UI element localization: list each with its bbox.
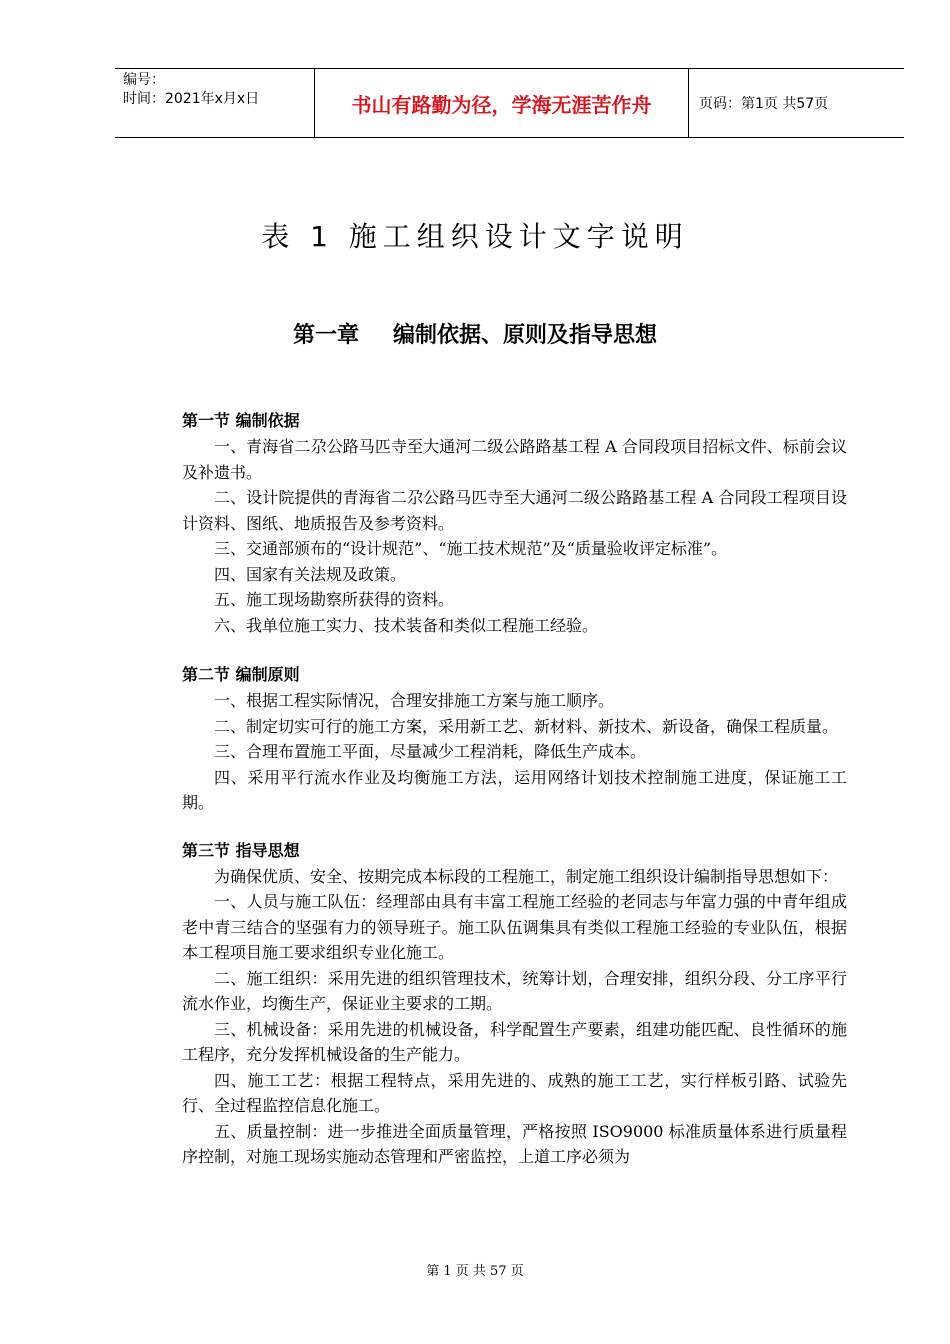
paragraph: 三、合理布置施工平面，尽量减少工程消耗，降低生产成本。 bbox=[214, 742, 647, 761]
chapter-title bbox=[0, 318, 950, 349]
header-motto: 书山有路勤为径，学海无涯苦作舟 bbox=[351, 92, 652, 117]
section-title: 第二节 编制原则 bbox=[182, 665, 300, 684]
header-motto-cell bbox=[315, 69, 689, 137]
document-body bbox=[182, 408, 847, 1170]
paragraph: 五、施工现场勘察所获得的资料。 bbox=[214, 590, 455, 609]
document-time-label: 时间：2021年x月x日 bbox=[123, 91, 260, 107]
header-meta-cell bbox=[115, 69, 315, 137]
header-table bbox=[115, 68, 904, 138]
section-title: 第一节 编制依据 bbox=[182, 411, 300, 430]
paragraph: 四、采用平行流水作业及均衡施工方法，运用网络计划技术控制施工进度，保证施工工期。 bbox=[182, 767, 847, 812]
paragraph: 四、施工工艺：根据工程特点，采用先进的、成熟的施工工艺，实行样板引路、试验先行、全过程监控信息化施工。 bbox=[182, 1070, 847, 1115]
paragraph: 一、青海省二尕公路马匹寺至大通河二级公路路基工程 A 合同段项目招标文件、标前会议及补遗书。 bbox=[182, 437, 847, 482]
paragraph: 二、制定切实可行的施工方案，采用新工艺、新材料、新技术、新设备，确保工程质量。 bbox=[214, 716, 839, 736]
document-number-label: 编号： bbox=[123, 72, 165, 88]
paragraph: 四、国家有关法规及政策。 bbox=[214, 564, 407, 584]
paragraph: 一、根据工程实际情况，合理安排施工方案与施工顺序。 bbox=[214, 691, 615, 710]
page-footer: 第 1 页 共 57 页 bbox=[426, 1264, 524, 1279]
paragraph: 六、我单位施工实力、技术装备和类似工程施工经验。 bbox=[214, 615, 599, 635]
paragraph: 三、机械设备：采用先进的机械设备，科学配置生产要素，组建功能匹配、良性循环的施工程序，充分发挥机械设备的生产能力。 bbox=[182, 1019, 847, 1064]
document-title: 表 1 施工组织设计文字说明 bbox=[261, 220, 689, 253]
chapter-name: 编制依据、原则及指导思想 bbox=[393, 323, 658, 348]
section-title: 第三节 指导思想 bbox=[182, 840, 300, 860]
header-page-cell bbox=[689, 69, 904, 137]
paragraph: 一、人员与施工队伍：经理部由具有丰富工程施工经验的老同志与年富力强的中青年组成老中青三结合的坚强有力的领导班子。施工队伍调集具有类似工程施工经验的专业队伍，根据本工程项目施工要求组织专业化施工。 bbox=[182, 892, 847, 962]
paragraph: 为确保优质、安全、按期完成本标段的工程施工，制定施工组织设计编制指导思想如下： bbox=[214, 866, 839, 886]
header-page-info: 页码：第1页 共57页 bbox=[699, 96, 829, 112]
paragraph: 五、质量控制：进一步推进全面质量管理，严格按照 ISO9000 标准质量体系进行质量程序控制，对施工现场实施动态管理和严密监控，上道工序必须为 bbox=[182, 1121, 847, 1166]
paragraph: 三、交通部颁布的“设计规范”、“施工技术规范”及“质量验收评定标准”。 bbox=[214, 539, 728, 558]
chapter-prefix: 第一章 bbox=[292, 323, 359, 348]
paragraph: 二、设计院提供的青海省二尕公路马匹寺至大通河二级公路路基工程 A 合同段工程项目设计资料、图纸、地质报告及参考资料。 bbox=[182, 488, 847, 533]
paragraph: 二、施工组织：采用先进的组织管理技术，统筹计划，合理安排，组织分段、分工序平行流水作业，均衡生产，保证业主要求的工期。 bbox=[182, 968, 847, 1013]
